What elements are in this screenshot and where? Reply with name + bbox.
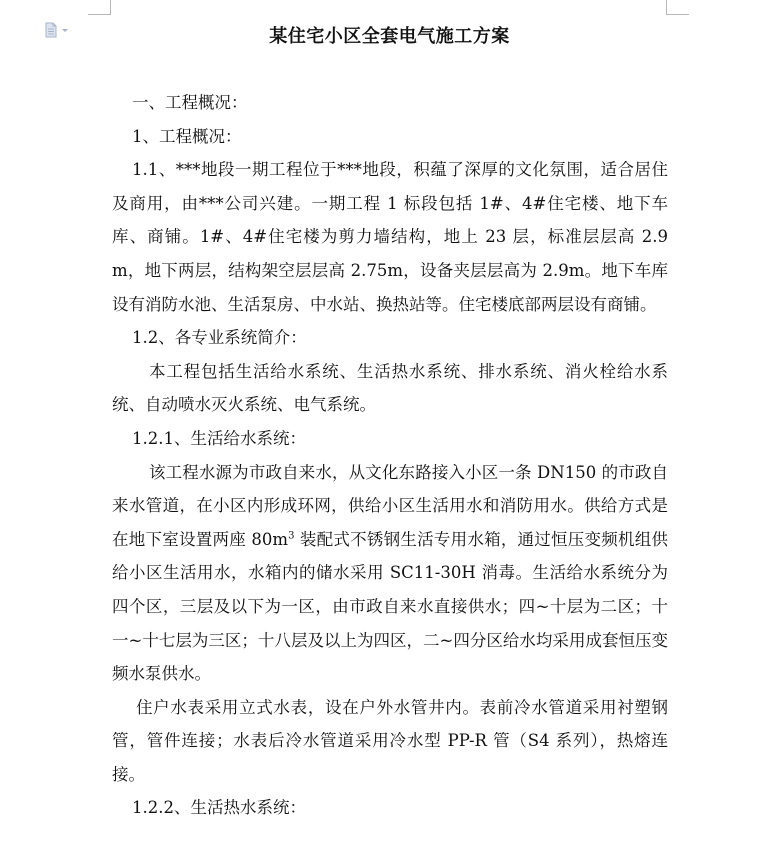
paragraph-water-supply (112, 456, 668, 691)
paragraph-water-supply-part2: 装配式不锈钢生活专用水箱，通过恒压变频机组供给小区生活用水，水箱内的储水采用 SC11-30H 消毒。生活给水系统分为四个区，三层及以下为一区，由市政自来水直接供水；四~十层为二区；十一~十七层为三区；十八层及以上为四区，二~四分区给水均采用成套恒压变频水泵供水。 (112, 529, 668, 684)
superscript-cubic: 3 (288, 530, 295, 542)
paragraph-systems: 本工程包括生活给水系统、生活热水系统、排水系统、消火栓给水系统、自动喷水灭火系统、电气系统。 (112, 361, 668, 415)
document-title: 某住宅小区全套电气施工方案 (269, 26, 510, 47)
paragraph-water-supply-part1: 该工程水源为市政自来水，从文化东路接入小区一条 DN150 的市政自来水管道，在小区内形成环网，供给小区生活用水和消防用水。供给方式是在地下室设置两座 80m (112, 462, 668, 549)
paragraph-water-meter: 住户水表采用立式水表，设在户外水管井内。表前冷水管道采用衬塑钢管，管件连接；水表后冷水管道采用冷水型 PP-R 管（S4 系列），热熔连接。 (112, 697, 668, 784)
subsection-heading: 1、工程概况： (132, 126, 242, 146)
subsection-heading: 1.2.1、生活给水系统： (132, 428, 306, 448)
document-body (112, 86, 668, 825)
subsection-heading: 1.2、各专业系统简介： (132, 328, 307, 348)
page-corner-top-right (666, 0, 689, 15)
section-heading: 一、工程概况： (132, 93, 248, 112)
paragraph-overview: 1.1、***地段一期工程位于***地段，积蕴了深厚的文化氛围，适合居住及商用，由***公司兴建。一期工程 1 标段包括 1#、4#住宅楼、地下车库、商铺。1#、4#住宅楼为剪力墙结构，地上 23 层，标准层层高 2.9m，地下两层，结构架空层层高 2.75m，设备夹层层高为 2.9m。地下车库设有消防水池、生活泵房、中水站、换热站等。住宅楼底部两层设有商铺。 (112, 160, 668, 314)
subsection-heading: 1.2.2、生活热水系统： (132, 798, 306, 818)
page-corner-top-left (88, 0, 111, 15)
